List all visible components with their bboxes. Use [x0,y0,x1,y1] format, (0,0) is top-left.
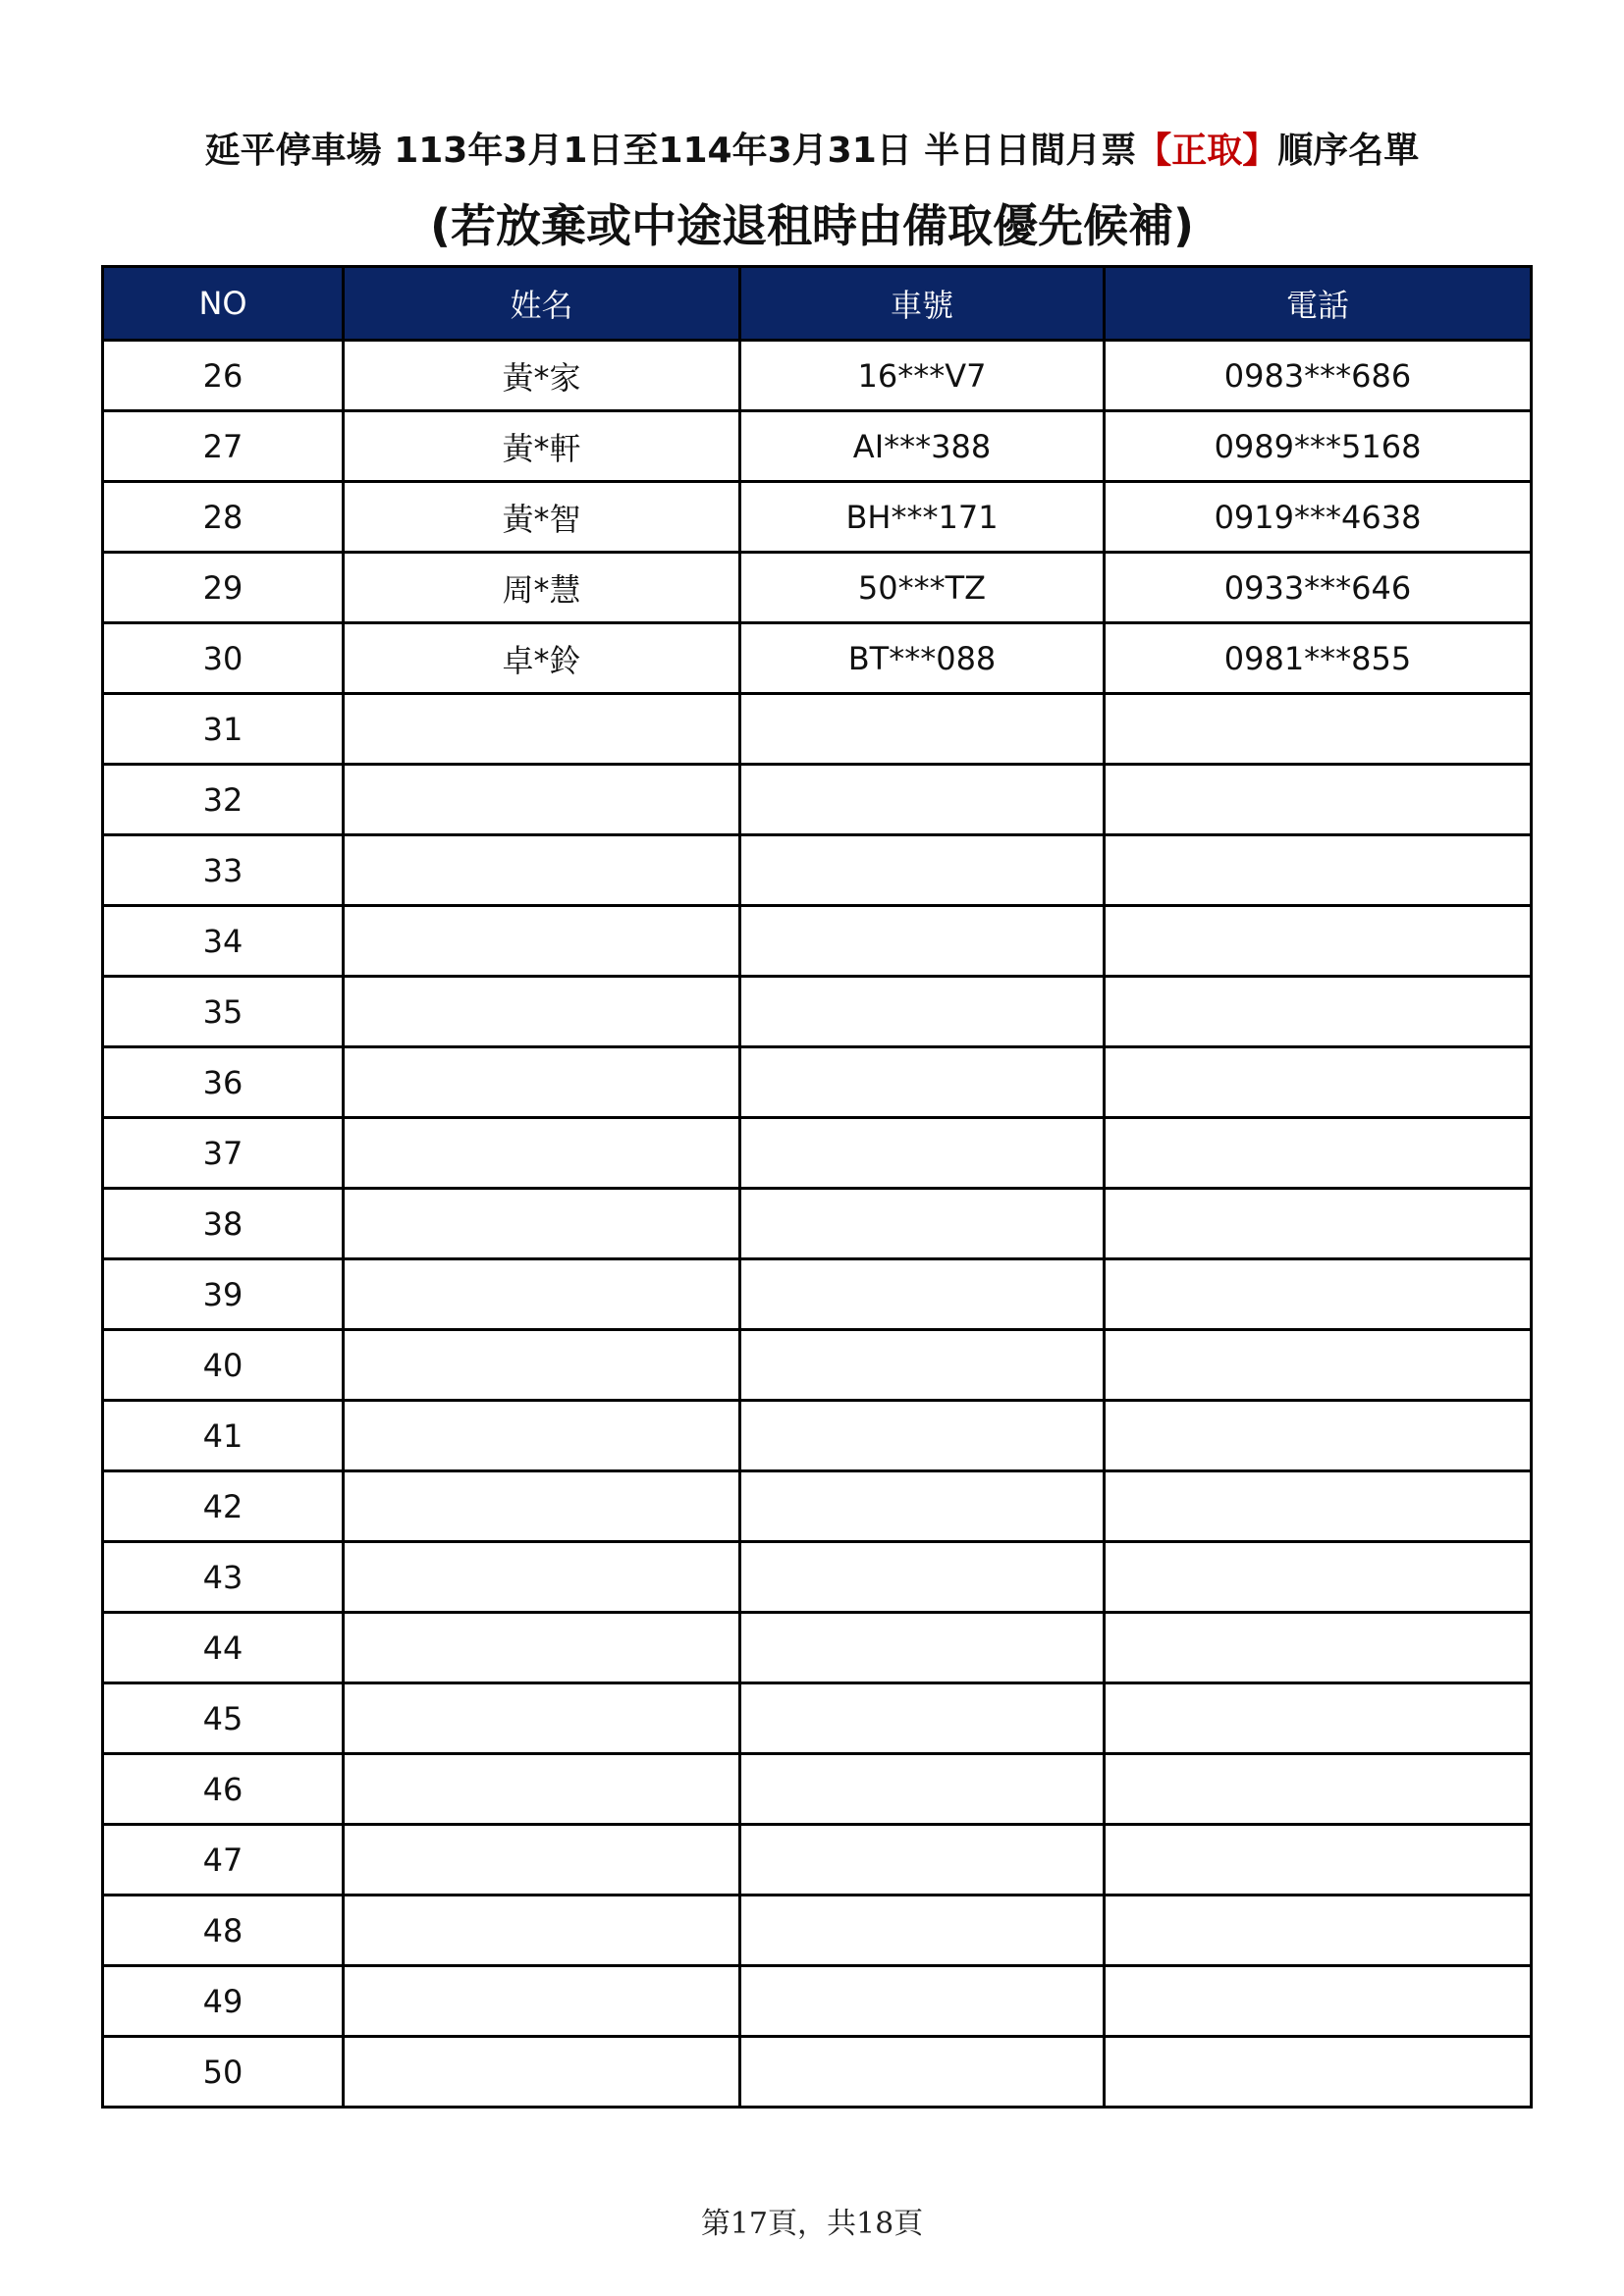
cell-phone [1105,1189,1532,1259]
cell-no: 26 [103,341,344,411]
cell-no: 37 [103,1118,344,1189]
cell-phone [1105,694,1532,765]
cell-no: 45 [103,1683,344,1754]
cell-no: 31 [103,694,344,765]
table-row [103,1118,1532,1189]
cell-no: 39 [103,1259,344,1330]
cell-plate [740,1613,1105,1683]
cell-name [344,1966,740,2037]
cell-phone [1105,1896,1532,1966]
cell-name [344,1754,740,1825]
table-row [103,1542,1532,1613]
cell-name [344,1825,740,1896]
cell-no: 38 [103,1189,344,1259]
cell-no: 46 [103,1754,344,1825]
cell-plate [740,1189,1105,1259]
cell-name [344,765,740,835]
cell-no: 27 [103,411,344,482]
cell-phone [1105,977,1532,1047]
cell-no: 33 [103,835,344,906]
cell-name [344,1542,740,1613]
cell-plate [740,1966,1105,2037]
document-subtitle: (若放棄或中途退租時由備取優先候補) [429,199,1195,252]
cell-phone [1105,1118,1532,1189]
title-prefix: 延平停車場 113年3月1日至114年3月31日 半日日間月票 [204,131,1137,171]
table-row [103,1471,1532,1542]
cell-name [344,1189,740,1259]
cell-name: 周*慧 [344,553,740,623]
cell-name [344,1330,740,1401]
cell-phone: 0989***5168 [1105,411,1532,482]
table-row [103,906,1532,977]
cell-plate [740,2037,1105,2108]
cell-no: 32 [103,765,344,835]
cell-phone [1105,1683,1532,1754]
cell-phone [1105,1754,1532,1825]
table-row [103,1825,1532,1896]
cell-no: 41 [103,1401,344,1471]
cell-name [344,1471,740,1542]
cell-plate: BH***171 [740,482,1105,553]
cell-phone [1105,1401,1532,1471]
cell-phone [1105,2037,1532,2108]
cell-phone: 0983***686 [1105,341,1532,411]
title-suffix: 順序名單 [1277,131,1420,171]
column-header-plate: 車號 [740,267,1105,341]
cell-plate [740,1118,1105,1189]
cell-plate [740,1896,1105,1966]
table-row [103,1259,1532,1330]
cell-name [344,1259,740,1330]
cell-plate [740,1401,1105,1471]
table-row [103,1613,1532,1683]
cell-plate [740,1683,1105,1754]
cell-plate [740,1754,1105,1825]
cell-name [344,2037,740,2108]
table-row [103,1401,1532,1471]
cell-phone [1105,1966,1532,2037]
title-highlight: 【正取】 [1136,131,1278,171]
cell-plate: 16***V7 [740,341,1105,411]
cell-no: 48 [103,1896,344,1966]
cell-phone [1105,1330,1532,1401]
cell-plate: 50***TZ [740,553,1105,623]
cell-name [344,1118,740,1189]
cell-no: 43 [103,1542,344,1613]
cell-phone [1105,1047,1532,1118]
cell-no: 50 [103,2037,344,2108]
column-header-name: 姓名 [344,267,740,341]
table-row [103,765,1532,835]
cell-name [344,1613,740,1683]
cell-plate: BT***088 [740,623,1105,694]
table-row [103,1189,1532,1259]
page-number: 第17頁，共18頁 [700,2207,924,2241]
cell-phone: 0981***855 [1105,623,1532,694]
cell-name [344,835,740,906]
table-row [103,411,1532,482]
table-row [103,482,1532,553]
table-row [103,1754,1532,1825]
cell-name [344,1401,740,1471]
cell-name: 卓*鈴 [344,623,740,694]
cell-no: 49 [103,1966,344,2037]
table-row [103,835,1532,906]
cell-no: 47 [103,1825,344,1896]
cell-plate [740,1542,1105,1613]
table-row [103,623,1532,694]
cell-no: 28 [103,482,344,553]
cell-name [344,1683,740,1754]
cell-no: 44 [103,1613,344,1683]
table-row [103,694,1532,765]
cell-plate [740,765,1105,835]
cell-name: 黃*智 [344,482,740,553]
cell-plate [740,1259,1105,1330]
cell-phone [1105,1471,1532,1542]
cell-no: 40 [103,1330,344,1401]
cell-phone [1105,835,1532,906]
cell-name: 黃*軒 [344,411,740,482]
column-header-no: NO [103,267,344,341]
table-row [103,1896,1532,1966]
table-row [103,341,1532,411]
cell-name [344,977,740,1047]
cell-no: 36 [103,1047,344,1118]
cell-phone: 0919***4638 [1105,482,1532,553]
document-title [0,126,1624,177]
table-row [103,1966,1532,2037]
table-row [103,977,1532,1047]
cell-phone [1105,1542,1532,1613]
cell-plate [740,977,1105,1047]
cell-name [344,1047,740,1118]
cell-phone [1105,765,1532,835]
table-row [103,553,1532,623]
table-row [103,2037,1532,2108]
cell-plate: AI***388 [740,411,1105,482]
cell-plate [740,1825,1105,1896]
cell-name [344,694,740,765]
cell-no: 29 [103,553,344,623]
cell-name [344,906,740,977]
cell-name: 黃*家 [344,341,740,411]
cell-plate [740,835,1105,906]
cell-phone [1105,1259,1532,1330]
table-body [103,341,1532,2108]
cell-no: 30 [103,623,344,694]
cell-phone: 0933***646 [1105,553,1532,623]
cell-phone [1105,906,1532,977]
table-row [103,1047,1532,1118]
cell-phone [1105,1613,1532,1683]
cell-plate [740,1471,1105,1542]
cell-plate [740,1330,1105,1401]
cell-name [344,1896,740,1966]
table-row [103,1330,1532,1401]
cell-phone [1105,1825,1532,1896]
cell-plate [740,694,1105,765]
cell-plate [740,1047,1105,1118]
cell-no: 34 [103,906,344,977]
cell-no: 42 [103,1471,344,1542]
cell-plate [740,906,1105,977]
table-header-row [103,267,1532,341]
roster-table [101,265,1533,2109]
column-header-phone: 電話 [1105,267,1532,341]
cell-no: 35 [103,977,344,1047]
table-row [103,1683,1532,1754]
